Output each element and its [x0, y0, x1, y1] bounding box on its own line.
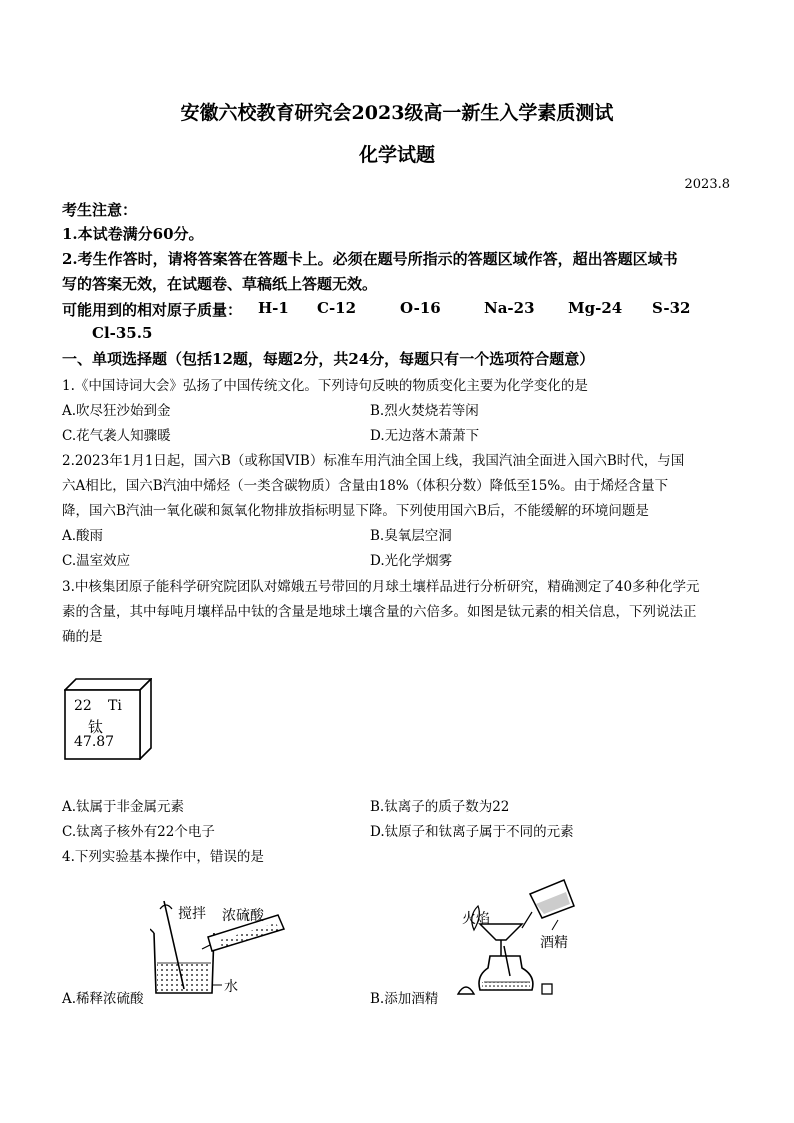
figure-add-alcohol — [452, 876, 582, 1001]
q2-option-d: D.光化学烟雾 — [370, 553, 453, 569]
atomic-mass-h: H-1 — [258, 299, 289, 317]
q3-option-a: A.钛属于非金属元素 — [62, 799, 185, 815]
atomic-mass-s: S-32 — [652, 299, 691, 317]
q1-option-d: D.无边落木萧萧下 — [370, 428, 480, 444]
label-alcohol: 酒精 — [540, 935, 568, 951]
question-3-stem-1: 3.中核集团原子能科学研究院团队对嫦娥五号带回的月球土壤样品进行分析研究，精确测定了40多种化学元 — [62, 579, 700, 595]
notice-item-2-cont: 写的答案无效，在试题卷、草稿纸上答题无效。 — [62, 275, 378, 293]
q4-option-b: B.添加酒精 — [370, 991, 439, 1007]
element-atomic-number: 22 — [74, 698, 92, 714]
atomic-mass-o: O-16 — [400, 299, 441, 317]
question-3-stem-3: 确的是 — [62, 629, 103, 645]
beaker-acid-illustration — [150, 893, 290, 998]
q3-option-b: B.钛离子的质子数为22 — [370, 799, 510, 815]
q1-option-c: C.花气袭人知骤暖 — [62, 428, 171, 444]
q2-option-c: C.温室效应 — [62, 553, 131, 569]
atomic-mass-label: 可能用到的相对原子质量： — [62, 301, 243, 319]
q3-option-d: D.钛原子和钛离子属于不同的元素 — [370, 824, 574, 840]
label-concentrated-acid: 浓硫酸 — [222, 908, 264, 924]
label-flame: 火焰 — [462, 911, 490, 927]
atomic-mass-c: C-12 — [317, 299, 357, 317]
exam-title: 安徽六校教育研究会2023级高一新生入学素质测试 — [180, 102, 614, 124]
q2-option-a: A.酸雨 — [62, 528, 104, 544]
notice-item-1: 1.本试卷满分60分。 — [62, 225, 204, 243]
exam-subtitle: 化学试题 — [358, 144, 435, 166]
label-stir: 搅拌 — [178, 906, 206, 922]
notice-heading: 考生注意： — [62, 201, 138, 219]
question-2-stem-3: 降，国六B汽油一氧化碳和氮氧化物排放指标明显下降。下列使用国六B后，不能缓解的环境问题是 — [62, 503, 649, 519]
element-name: 钛 — [88, 718, 104, 736]
figure-dilute-acid — [150, 893, 290, 998]
question-2-stem-2: 六A相比，国六B汽油中烯烃（一类含碳物质）含量由18%（体积分数）降低至15%。由于烯烃含量下 — [62, 478, 669, 494]
question-3-stem-2: 素的含量，其中每吨月壤样品中钛的含量是地球土壤含量的六倍多。如图是钛元素的相关信息，下列说法正 — [62, 604, 697, 620]
q3-option-c: C.钛离子核外有22个电子 — [62, 824, 215, 840]
exam-date: 2023.8 — [684, 177, 730, 192]
atomic-mass-cl: Cl-35.5 — [92, 324, 153, 342]
notice-item-2: 2.考生作答时，请将答案答在答题卡上。必须在题号所指示的答题区域作答，超出答题区域书 — [62, 250, 678, 268]
element-symbol: Ti — [108, 698, 122, 714]
question-1-stem: 1.《中国诗词大会》弘扬了中国传统文化。下列诗句反映的物质变化主要为化学变化的是 — [62, 378, 588, 394]
label-water: 水 — [224, 979, 238, 995]
element-atomic-mass: 47.87 — [74, 734, 115, 750]
atomic-mass-mg: Mg-24 — [568, 299, 623, 317]
q1-option-b: B.烈火焚烧若等闲 — [370, 403, 479, 419]
section-1-heading: 一、单项选择题（包括12题，每题2分，共24分，每题只有一个选项符合题意） — [62, 350, 595, 368]
q1-option-a: A.吹尽狂沙始到金 — [62, 403, 171, 419]
question-2-stem-1: 2.2023年1月1日起，国六B（或称国VIB）标准车用汽油全国上线，我国汽油全面进入国六B时代，与国 — [62, 453, 685, 469]
atomic-mass-na: Na-23 — [484, 299, 535, 317]
question-4-stem: 4.下列实验基本操作中，错误的是 — [62, 849, 264, 865]
q2-option-b: B.臭氧层空洞 — [370, 528, 452, 544]
q4-option-a: A.稀释浓硫酸 — [62, 991, 144, 1007]
titanium-element-card — [64, 678, 152, 760]
